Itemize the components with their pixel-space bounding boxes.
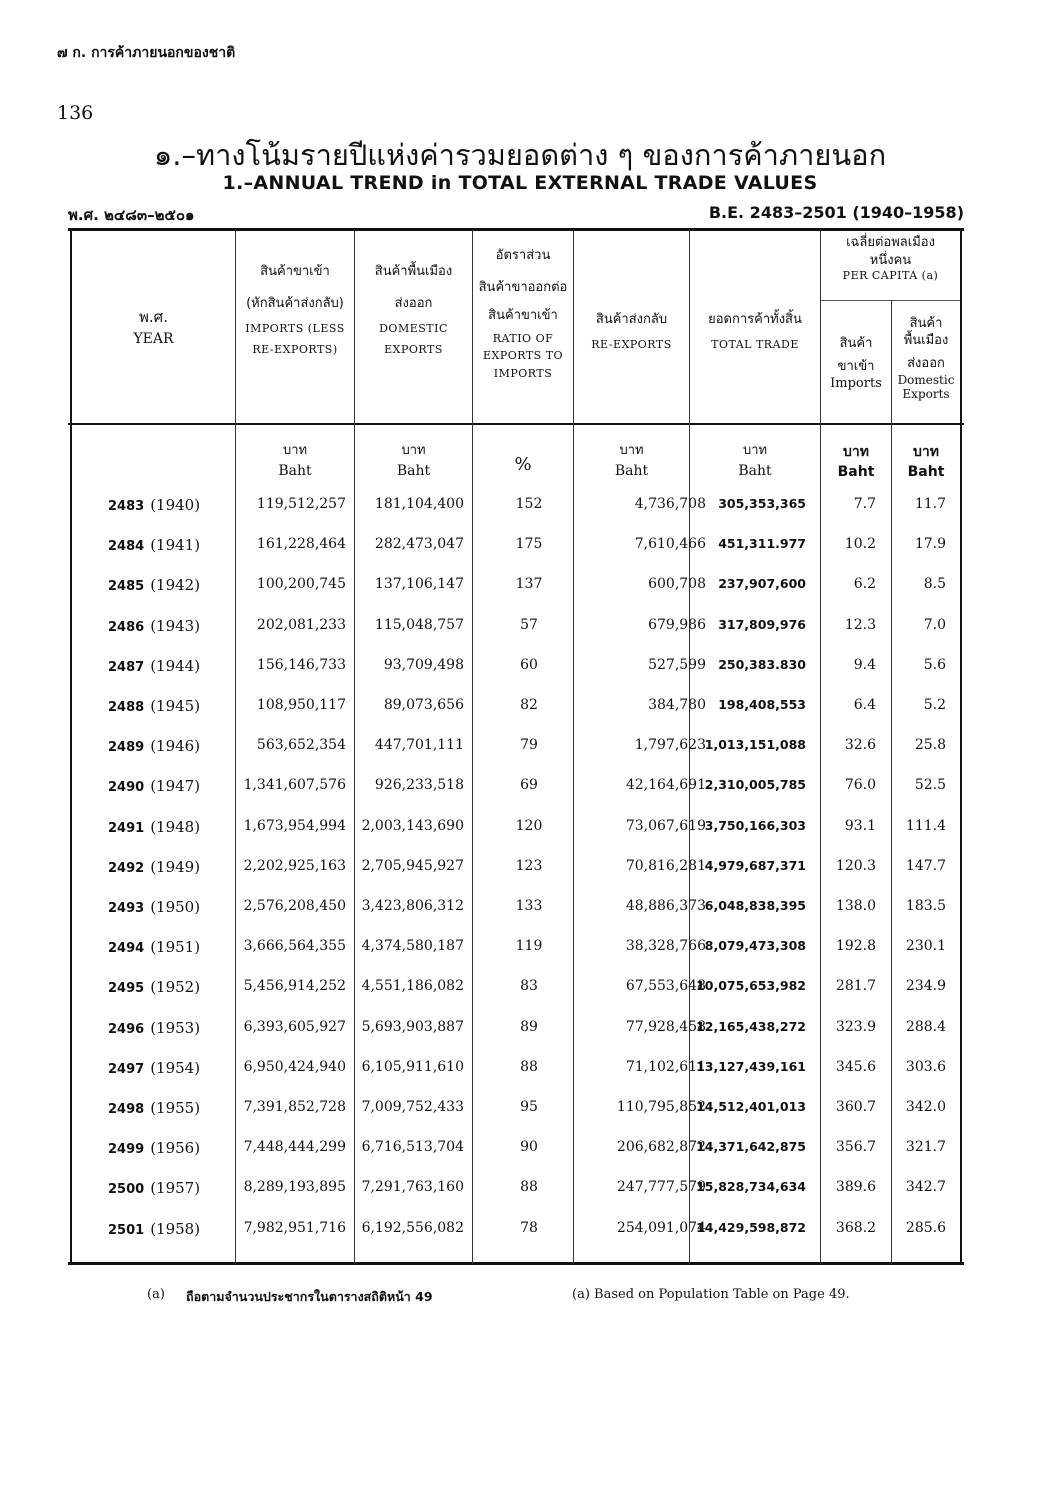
- unit-baht-en: Baht: [907, 464, 945, 481]
- per-capita-imports-cell: 6.2: [853, 576, 876, 593]
- reexports-cell: 73,067,619: [625, 817, 706, 834]
- unit-exports: [355, 442, 472, 481]
- year-be: 2490: [108, 780, 145, 796]
- header-total-en: TOTAL TRADE: [711, 338, 799, 352]
- imports-cell: 1,673,954,994: [243, 817, 346, 834]
- exports-cell: 5,693,903,887: [361, 1018, 464, 1035]
- header-imports-en2: RE-EXPORTS): [252, 343, 338, 357]
- footnote-thai-label: (a): [147, 1287, 165, 1302]
- table-bottom-rule: [68, 1262, 964, 1265]
- header-bottom-rule: [68, 423, 964, 425]
- unit-baht-en: Baht: [614, 462, 649, 479]
- ratio-cell: 137: [515, 576, 543, 593]
- reexports-cell: 206,682,872: [616, 1139, 706, 1156]
- table-row: [70, 898, 962, 938]
- per-capita-exports-cell: 321.7: [905, 1139, 946, 1156]
- exports-cell: 2,705,945,927: [361, 857, 464, 874]
- exports-cell: 115,048,757: [374, 616, 464, 633]
- header-ratio-en3: IMPORTS: [493, 366, 553, 380]
- header-reexports: [574, 310, 689, 353]
- ratio-cell: 90: [520, 1139, 538, 1156]
- reexports-cell: 77,928,458: [625, 1018, 706, 1035]
- table-row: [70, 938, 962, 978]
- unit-baht-th: บาท: [742, 443, 768, 458]
- total-trade-cell: 451,311.977: [718, 536, 806, 552]
- per-capita-exports-cell: 52.5: [914, 777, 946, 794]
- table-row: [70, 818, 962, 858]
- unit-baht-th: บาท: [619, 443, 644, 458]
- imports-cell: 2,576,208,450: [243, 898, 346, 914]
- total-trade-cell: 10,075,653,982: [696, 978, 806, 994]
- reexports-cell: 38,328,766: [625, 938, 706, 955]
- imports-cell: 6,950,424,940: [243, 1058, 346, 1075]
- exports-cell: 3,423,806,312: [361, 898, 464, 914]
- table-row: [70, 1179, 962, 1219]
- exports-cell: 926,233,518: [374, 777, 464, 794]
- header-ratio: [473, 246, 573, 382]
- header-exports-th2: ส่งออก: [394, 296, 433, 312]
- ratio-cell: 133: [515, 898, 543, 914]
- header-pc-exports-en1: Domestic: [897, 372, 955, 387]
- ratio-cell: 88: [520, 1179, 538, 1196]
- exports-cell: 6,192,556,082: [361, 1219, 464, 1236]
- per-capita-imports-cell: 9.4: [853, 656, 876, 673]
- year-ad: (1942): [150, 576, 201, 595]
- header-ratio-en2: EXPORTS TO: [482, 349, 564, 363]
- table-row: [70, 858, 962, 898]
- year-cell: [108, 1220, 238, 1238]
- header-year: [72, 306, 235, 351]
- ratio-cell: 60: [520, 656, 538, 673]
- header-ratio-th2: สินค้าขาออกต่อ: [478, 280, 568, 296]
- footnote-english: (a) Based on Population Table on Page 49.: [572, 1287, 850, 1302]
- unit-baht-en: Baht: [278, 462, 312, 479]
- reexports-cell: 110,795,852: [616, 1099, 706, 1115]
- per-capita-exports-cell: 183.5: [905, 898, 946, 914]
- year-be: 2497: [108, 1061, 145, 1077]
- per-capita-imports-cell: 389.6: [835, 1179, 876, 1196]
- year-ad: (1944): [150, 656, 201, 675]
- per-capita-imports-cell: 360.7: [835, 1099, 876, 1115]
- per-capita-imports-cell: 120.3: [835, 857, 876, 874]
- header-pc-exports-th3: ส่งออก: [907, 355, 945, 371]
- year-be: 2499: [108, 1142, 145, 1158]
- per-capita-imports-cell: 345.6: [835, 1058, 876, 1075]
- year-cell: [108, 938, 238, 956]
- per-capita-imports-cell: 10.2: [844, 536, 876, 553]
- table-row: [70, 1220, 962, 1260]
- year-cell: [108, 978, 238, 996]
- imports-cell: 563,652,354: [256, 737, 346, 754]
- per-capita-imports-cell: 32.6: [844, 737, 876, 754]
- header-percapita-th1: เฉลี่ยต่อพลเมือง: [846, 235, 935, 250]
- year-ad: (1953): [150, 1018, 201, 1037]
- header-percapita-en: PER CAPITA (a): [842, 269, 939, 283]
- percapita-divider: [820, 300, 960, 301]
- ratio-cell: 69: [520, 777, 538, 794]
- year-be: 2484: [108, 539, 145, 555]
- per-capita-exports-cell: 111.4: [905, 817, 946, 834]
- total-trade-cell: 305,353,365: [718, 496, 806, 511]
- unit-pc-exports: [892, 442, 960, 483]
- year-ad: (1956): [150, 1139, 201, 1158]
- reexports-cell: 1,797,623: [634, 737, 706, 754]
- unit-baht-en: Baht: [738, 462, 772, 479]
- header-ratio-th3: สินค้าขาเข้า: [488, 308, 558, 324]
- ratio-cell: 78: [520, 1219, 538, 1236]
- reexports-cell: 48,886,373: [625, 898, 706, 914]
- total-trade-cell: 8,079,473,308: [704, 938, 806, 954]
- header-exports-th1: สินค้าพื้นเมือง: [374, 264, 453, 279]
- per-capita-exports-cell: 17.9: [914, 536, 946, 553]
- reexports-cell: 247,777,579: [616, 1179, 706, 1196]
- footnote-thai: ถือตามจำนวนประชากรในตารางสถิติหน้า 49: [186, 1289, 433, 1304]
- total-trade-cell: 4,979,687,371: [704, 857, 806, 873]
- per-capita-imports-cell: 192.8: [835, 938, 876, 955]
- header-exports-en2: EXPORTS: [384, 343, 443, 357]
- header-reexports-th: สินค้าส่งกลับ: [595, 312, 668, 327]
- year-ad: (1943): [150, 616, 201, 635]
- total-trade-cell: 3,750,166,303: [704, 817, 806, 833]
- exports-cell: 6,716,513,704: [361, 1139, 464, 1156]
- imports-cell: 2,202,925,163: [243, 857, 346, 874]
- year-ad: (1951): [150, 938, 201, 957]
- exports-cell: 7,009,752,433: [361, 1099, 464, 1115]
- header-year-en: YEAR: [133, 331, 174, 348]
- year-be: 2496: [108, 1021, 145, 1037]
- reexports-cell: 600,708: [648, 576, 706, 593]
- table-row: [70, 496, 962, 536]
- year-ad: (1941): [150, 536, 201, 555]
- total-trade-cell: 237,907,600: [718, 576, 806, 592]
- year-ad: (1958): [150, 1219, 201, 1238]
- per-capita-imports-cell: 368.2: [835, 1219, 876, 1236]
- unit-baht-th: บาท: [843, 444, 869, 460]
- year-ad: (1952): [150, 978, 201, 997]
- year-be: 2501: [108, 1222, 145, 1238]
- exports-cell: 4,551,186,082: [361, 978, 464, 995]
- year-ad: (1957): [150, 1179, 201, 1198]
- year-ad: (1940): [150, 496, 201, 514]
- imports-cell: 202,081,233: [256, 616, 346, 633]
- reexports-cell: 384,780: [648, 697, 706, 713]
- year-be: 2493: [108, 901, 145, 916]
- per-capita-imports-cell: 12.3: [844, 616, 876, 633]
- year-be: 2488: [108, 700, 145, 715]
- imports-cell: 161,228,464: [256, 536, 346, 553]
- year-be: 2495: [108, 981, 145, 997]
- imports-cell: 100,200,745: [256, 576, 346, 593]
- header-percapita-th2: หนึ่งคน: [869, 252, 912, 268]
- year-ad: (1945): [150, 697, 201, 715]
- imports-cell: 156,146,733: [256, 656, 346, 673]
- reexports-cell: 67,553,648: [625, 978, 706, 995]
- year-be: 2491: [108, 820, 145, 836]
- year-cell: [108, 496, 238, 514]
- year-be: 2483: [108, 499, 145, 514]
- exports-cell: 4,374,580,187: [361, 938, 464, 955]
- ratio-cell: 82: [520, 697, 538, 713]
- total-trade-cell: 12,165,438,272: [696, 1018, 806, 1034]
- exports-cell: 6,105,911,610: [361, 1058, 464, 1075]
- per-capita-imports-cell: 76.0: [844, 777, 876, 794]
- reexports-cell: 71,102,611: [625, 1058, 706, 1075]
- year-be: 2485: [108, 579, 145, 595]
- table-row: [70, 777, 962, 817]
- year-be: 2500: [108, 1182, 145, 1198]
- header-year-th: พ.ศ.: [139, 308, 168, 326]
- unit-pc-imports: [821, 442, 891, 483]
- reexports-cell: 7,610,466: [634, 536, 706, 553]
- year-ad: (1948): [150, 817, 201, 836]
- header-pc-exports: [892, 316, 960, 400]
- header-imports-th1: สินค้าขาเข้า: [260, 264, 330, 279]
- ratio-cell: 88: [520, 1058, 538, 1075]
- header-total: [690, 310, 820, 353]
- header-ratio-th1: อัตราส่วน: [495, 248, 551, 263]
- unit-baht-th: บาท: [913, 444, 939, 460]
- imports-cell: 119,512,257: [256, 496, 346, 512]
- reexports-cell: 527,599: [648, 656, 706, 673]
- exports-cell: 447,701,111: [374, 737, 464, 754]
- page-number: 136: [57, 102, 94, 124]
- year-cell: [108, 657, 238, 675]
- exports-cell: 7,291,763,160: [361, 1179, 464, 1196]
- per-capita-exports-cell: 147.7: [905, 857, 946, 874]
- ratio-cell: 175: [515, 536, 543, 553]
- year-cell: [108, 617, 238, 635]
- ratio-cell: 57: [520, 616, 538, 633]
- total-trade-cell: 13,127,439,161: [696, 1058, 806, 1074]
- reexports-cell: 679,986: [648, 616, 706, 633]
- year-ad: (1947): [150, 777, 201, 796]
- table-row: [70, 617, 962, 657]
- total-trade-cell: 14,429,598,872: [696, 1219, 806, 1235]
- imports-cell: 3,666,564,355: [243, 938, 346, 955]
- year-cell: [108, 697, 238, 715]
- per-capita-exports-cell: 5.2: [923, 697, 946, 713]
- total-trade-cell: 1,013,151,088: [704, 737, 806, 753]
- year-cell: [108, 737, 238, 755]
- imports-cell: 6,393,605,927: [243, 1018, 346, 1035]
- running-head: ๗ ก. การค้าภายนอกของชาติ: [57, 45, 236, 61]
- unit-baht-th: บาท: [401, 443, 426, 458]
- year-ad: (1954): [150, 1058, 201, 1077]
- year-cell: [108, 777, 238, 795]
- unit-baht-en: Baht: [837, 464, 875, 481]
- header-imports-en1: IMPORTS (LESS: [245, 322, 345, 336]
- ratio-cell: 89: [520, 1018, 538, 1035]
- ratio-cell: 120: [515, 817, 543, 834]
- header-pc-imports-en: Imports: [830, 375, 882, 391]
- table-title-thai: ๑.–ทางโน้มรายปีแห่งค่ารวมยอดต่าง ๆ ของการค้าภายนอก: [153, 138, 887, 172]
- ratio-cell: 123: [515, 857, 543, 874]
- per-capita-imports-cell: 7.7: [853, 496, 876, 512]
- header-exports-en1: DOMESTIC: [379, 322, 448, 336]
- imports-cell: 8,289,193,895: [243, 1179, 346, 1196]
- header-pc-imports: [821, 336, 891, 393]
- exports-cell: 89,073,656: [383, 697, 464, 713]
- year-be: 2498: [108, 1102, 145, 1117]
- header-reexports-en: RE-EXPORTS: [591, 338, 672, 352]
- year-be: 2486: [108, 619, 145, 635]
- ratio-cell: 119: [515, 938, 543, 955]
- year-cell: [108, 858, 238, 876]
- table-row: [70, 978, 962, 1018]
- unit-total: [690, 442, 820, 481]
- table-row: [70, 576, 962, 616]
- exports-cell: 137,106,147: [374, 576, 464, 593]
- year-cell: [108, 1099, 238, 1117]
- total-trade-cell: 14,371,642,875: [696, 1139, 806, 1155]
- header-percapita: [821, 234, 960, 284]
- year-cell: [108, 1179, 238, 1197]
- ratio-cell: 152: [515, 496, 543, 512]
- ratio-cell: 83: [520, 978, 538, 995]
- table-row: [70, 737, 962, 777]
- table-row: [70, 1099, 962, 1139]
- per-capita-exports-cell: 342.0: [905, 1099, 946, 1115]
- imports-cell: 7,448,444,299: [243, 1139, 346, 1156]
- per-capita-imports-cell: 6.4: [853, 697, 876, 713]
- unit-baht-en: Baht: [396, 462, 431, 479]
- year-cell: [108, 536, 238, 554]
- header-pc-imports-th1: สินค้า: [839, 336, 873, 351]
- table-top-rule: [68, 228, 964, 231]
- year-cell: [108, 1059, 238, 1077]
- unit-percent: %: [514, 454, 532, 475]
- table-title-english: 1.–ANNUAL TREND in TOTAL EXTERNAL TRADE VALUES: [222, 172, 818, 194]
- per-capita-exports-cell: 8.5: [923, 576, 946, 593]
- ratio-cell: 79: [520, 737, 538, 754]
- per-capita-imports-cell: 93.1: [844, 817, 876, 834]
- imports-cell: 7,982,951,716: [243, 1219, 346, 1236]
- exports-cell: 93,709,498: [383, 656, 464, 673]
- total-trade-cell: 198,408,553: [718, 697, 806, 712]
- total-trade-cell: 250,383.830: [718, 656, 806, 672]
- per-capita-imports-cell: 323.9: [835, 1018, 876, 1035]
- per-capita-exports-cell: 7.0: [923, 616, 946, 633]
- year-be: 2487: [108, 659, 145, 675]
- unit-imports: [236, 442, 354, 481]
- table-row: [70, 657, 962, 697]
- total-trade-cell: 15,828,734,634: [696, 1179, 806, 1195]
- year-ad: (1946): [150, 737, 201, 756]
- header-total-th: ยอดการค้าทั้งสิ้น: [708, 312, 802, 327]
- header-pc-exports-en2: Exports: [902, 387, 950, 402]
- year-cell: [108, 818, 238, 836]
- table-row: [70, 697, 962, 737]
- header-pc-imports-th2: ขาเข้า: [837, 358, 875, 374]
- imports-cell: 108,950,117: [256, 697, 346, 713]
- per-capita-exports-cell: 342.7: [905, 1179, 946, 1196]
- header-exports: [355, 262, 472, 358]
- table-row: [70, 1059, 962, 1099]
- year-cell: [108, 898, 238, 916]
- reexports-cell: 42,164,691: [625, 777, 706, 794]
- per-capita-exports-cell: 303.6: [905, 1058, 946, 1075]
- year-ad: (1949): [150, 857, 201, 876]
- per-capita-imports-cell: 356.7: [835, 1139, 876, 1156]
- per-capita-exports-cell: 11.7: [914, 496, 946, 512]
- period-thai: พ.ศ. ๒๔๘๓–๒๕๐๑: [68, 206, 195, 224]
- table-row: [70, 1139, 962, 1179]
- total-trade-cell: 317,809,976: [718, 616, 806, 632]
- table-row: [70, 536, 962, 576]
- per-capita-imports-cell: 138.0: [835, 898, 876, 914]
- reexports-cell: 4,736,708: [634, 496, 706, 512]
- year-ad: (1950): [150, 898, 201, 916]
- header-ratio-en1: RATIO OF: [492, 332, 554, 346]
- per-capita-exports-cell: 230.1: [905, 938, 946, 955]
- header-pc-exports-th2: พื้นเมือง: [903, 332, 949, 348]
- year-cell: [108, 1139, 238, 1157]
- total-trade-cell: 14,512,401,013: [696, 1099, 806, 1114]
- header-pc-exports-th1: สินค้า: [909, 316, 943, 331]
- per-capita-exports-cell: 5.6: [923, 656, 946, 673]
- per-capita-exports-cell: 285.6: [905, 1219, 946, 1236]
- exports-cell: 181,104,400: [374, 496, 464, 512]
- imports-cell: 5,456,914,252: [243, 978, 346, 995]
- exports-cell: 2,003,143,690: [361, 817, 464, 834]
- ratio-cell: 95: [520, 1099, 538, 1115]
- header-imports: [236, 262, 354, 358]
- total-trade-cell: 2,310,005,785: [704, 777, 806, 793]
- year-be: 2494: [108, 941, 145, 957]
- per-capita-imports-cell: 281.7: [835, 978, 876, 995]
- year-ad: (1955): [150, 1099, 201, 1117]
- year-cell: [108, 576, 238, 594]
- reexports-cell: 70,816,281: [625, 857, 706, 874]
- total-trade-cell: 6,048,838,395: [704, 898, 806, 913]
- unit-baht-th: บาท: [282, 443, 308, 458]
- per-capita-exports-cell: 25.8: [914, 737, 946, 754]
- period-english: B.E. 2483–2501 (1940–1958): [708, 203, 964, 222]
- per-capita-exports-cell: 288.4: [905, 1018, 946, 1035]
- reexports-cell: 254,091,074: [616, 1219, 706, 1236]
- exports-cell: 282,473,047: [374, 536, 464, 553]
- imports-cell: 1,341,607,576: [243, 777, 346, 794]
- imports-cell: 7,391,852,728: [243, 1099, 346, 1115]
- year-cell: [108, 1019, 238, 1037]
- year-be: 2492: [108, 860, 145, 876]
- table-row: [70, 1019, 962, 1059]
- per-capita-exports-cell: 234.9: [905, 978, 946, 995]
- unit-ratio: [473, 452, 573, 478]
- header-imports-th2: (หักสินค้าส่งกลับ): [246, 296, 344, 312]
- unit-reexports: [574, 442, 689, 481]
- year-be: 2489: [108, 740, 145, 756]
